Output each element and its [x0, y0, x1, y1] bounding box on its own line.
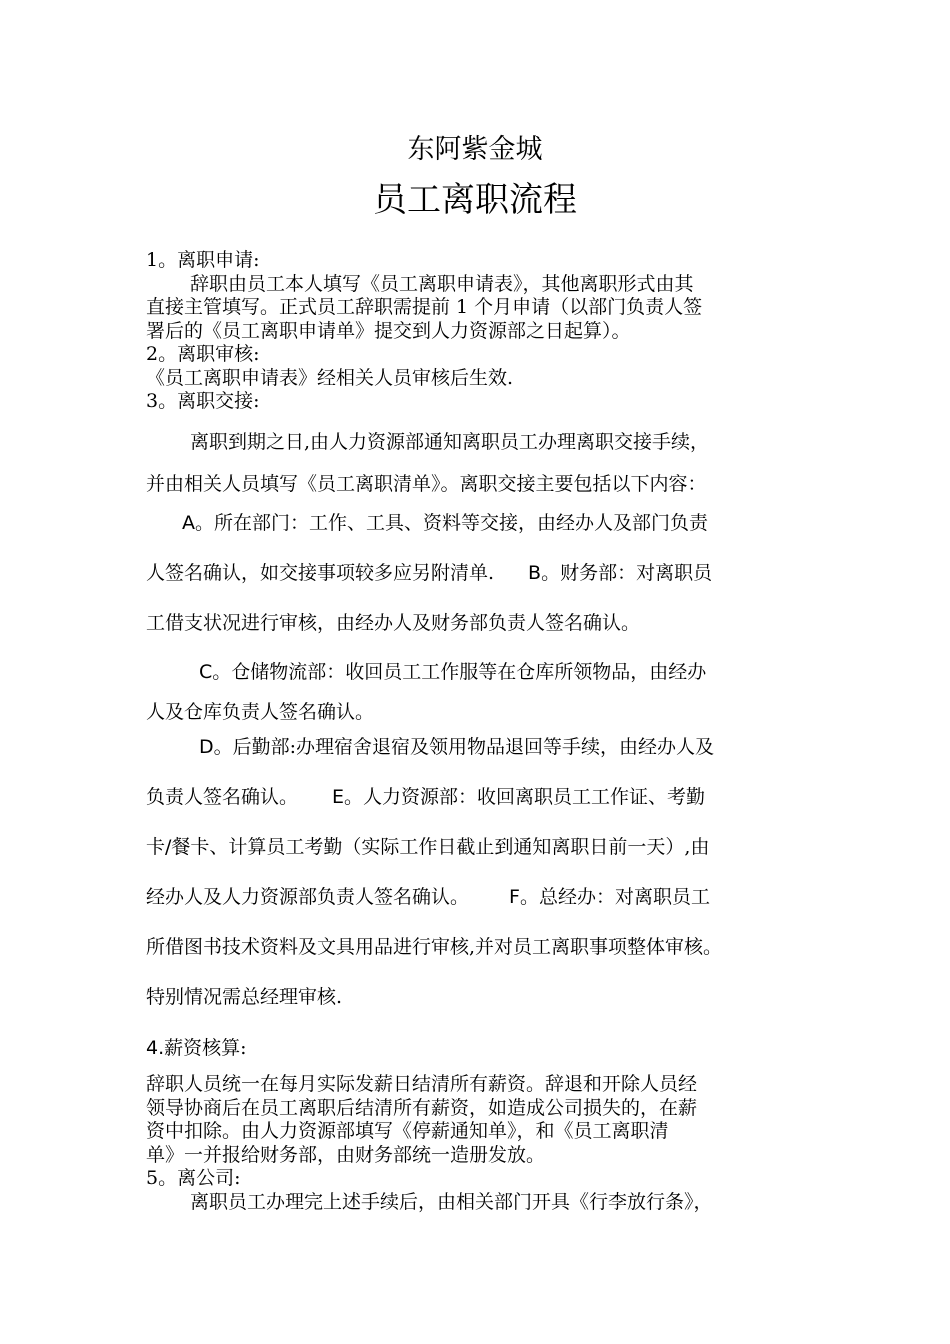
item-a-label: A [182, 512, 195, 534]
document-title: 员工离职流程 [373, 180, 577, 220]
section-4-paragraph-line-2: 领导协商后在员工离职后结清所有薪资，如造成公司损失的，在薪 [146, 1096, 698, 1119]
section-2-paragraph: 《员工离职申请表》经相关人员审核后生效. [146, 366, 514, 389]
section-3-items-d-e-f [146, 735, 826, 1035]
item-b-line-2: 工借支状况进行审核，由经办人及财务部负责人签名确认。 [146, 612, 641, 634]
section-3-items-a-b [146, 511, 826, 661]
item-e-line-2: 卡/餐卡、计算员工考勤（实际工作日截止到通知离职日前一天）,由 [146, 836, 710, 858]
item-f-label: F [509, 886, 520, 908]
item-c-label: C [199, 661, 213, 683]
section-4-paragraph-line-1: 辞职人员统一在每月实际发薪日结清所有薪资。辞退和开除人员经 [146, 1073, 698, 1095]
item-e-label: E [332, 786, 345, 808]
section-4-paragraph-line-4: 单》一并报给财务部，由财务部统一造册发放。 [146, 1143, 546, 1166]
item-f-line-3: 特别情况需总经理审核. [146, 986, 343, 1008]
section-1-paragraph-line-2: 直接主管填写。正式员工辞职需提前 1 个月申请（以部门负责人签 [146, 296, 703, 318]
section-4-5 [146, 1073, 826, 1214]
item-f-line-2: 所借图书技术资料及文具用品进行审核,并对员工离职事项整体审核。 [146, 936, 723, 958]
item-a-line-1: A。所在部门：工作、工具、资料等交接，由经办人及部门负责 [182, 512, 709, 534]
item-c-line-1: C。仓储物流部：收回员工工作服等在仓库所领物品，由经办 [199, 661, 707, 683]
item-c-line-2: 人及仓库负责人签名确认。 [146, 701, 375, 723]
section-3-intro-line-1: 离职到期之日,由人力资源部通知离职员工办理离职交接手续， [190, 431, 710, 453]
item-d-line-2: 负责人签名确认。 E。人力资源部：收回离职员工工作证、考勤 [146, 786, 706, 808]
section-5-paragraph-line-1: 离职员工办理完上述手续后，由相关部门开具《行李放行条》， [190, 1190, 713, 1213]
item-d-label: D [199, 736, 214, 758]
section-3-intro-line-2: 并由相关人员填写《员工离职清单》。离职交接主要包括以下内容： [146, 473, 707, 495]
section-1-paragraph-line-3: 署后的《员工离职申请单》提交到人力资源部之日起算）。 [146, 319, 631, 342]
section-3-item-c [146, 660, 826, 740]
section-3-intro [146, 430, 826, 514]
item-a-line-2: 人签名确认，如交接事项较多应另附清单. B。财务部：对离职员 [146, 562, 713, 584]
section-4-heading: 4.薪资核算: [146, 1037, 247, 1059]
section-3-heading: 3。离职交接: [146, 390, 260, 412]
item-b-label: B [528, 562, 542, 584]
section-2-heading: 2。离职审核: [146, 343, 260, 365]
item-e-line-3: 经办人及人力资源部负责人签名确认。 F。总经办：对离职员工 [146, 886, 710, 908]
item-d-line-1: D。后勤部:办理宿舍退宿及领用物品退回等手续，由经办人及 [199, 736, 715, 758]
section-4-paragraph-line-3: 资中扣除。由人力资源部填写《停薪通知单》，和《员工离职清 [146, 1120, 669, 1142]
section-1-heading: 1。离职申请: [146, 249, 260, 271]
section-5-heading: 5。离公司: [146, 1167, 241, 1189]
section-1-paragraph-line-1: 辞职由员工本人填写《员工离职申请表》，其他离职形式由其 [190, 272, 694, 295]
section-1-2 [146, 249, 826, 414]
company-name: 东阿紫金城 [407, 134, 543, 165]
